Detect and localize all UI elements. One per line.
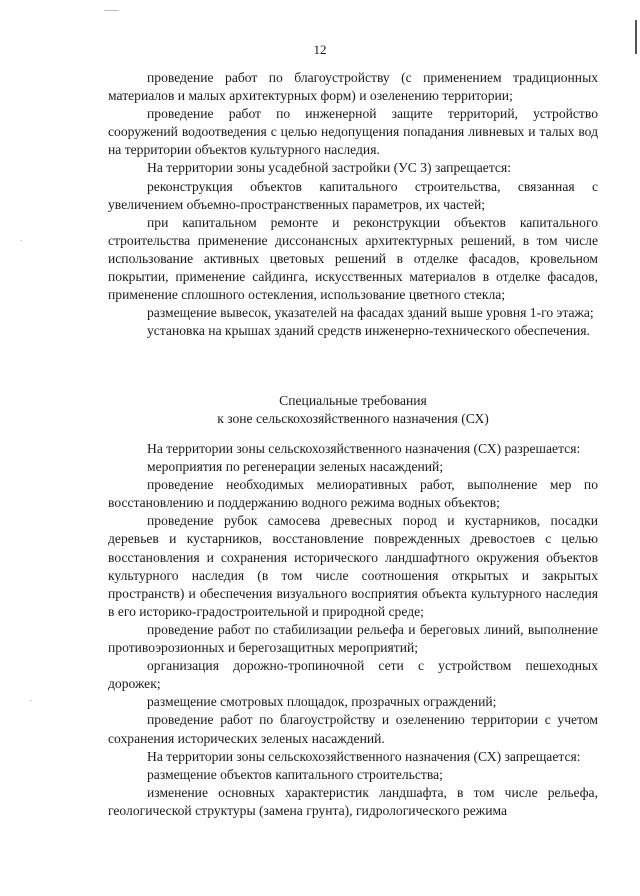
paragraph: проведение работ по инженерной защите территорий, устройство сооружений водоотведения с целью недопущения попадания ливневых и талых вод на территории объектов культурного наследия. bbox=[108, 106, 598, 158]
paragraph: На территории зоны сельскохозяйственного назначения (СХ) разрешается: bbox=[147, 441, 581, 456]
section-zone-us3 bbox=[108, 69, 598, 340]
heading-line: к зоне сельскохозяйственного назначения (СХ) bbox=[217, 411, 489, 427]
scan-speck bbox=[30, 700, 32, 701]
paragraph: при капитальном ремонте и реконструкции объектов капитального строительства применение диссонансных архитектурных решений, в том числе использование активных цветовых решений в отделке фасадов, кровельном покрытии, применение сайдинга, искусственных материалов в отделке фасадов, применение сплошного остекления, использование цветного стекла; bbox=[108, 214, 598, 303]
section-zone-sh bbox=[108, 440, 598, 820]
paragraph: размещение смотровых площадок, прозрачных ограждений; bbox=[147, 694, 497, 710]
paragraph: организация дорожно-тропиночной сети с устройством пешеходных дорожек; bbox=[108, 658, 598, 692]
paragraph: проведение рубок самосева древесных пород и кустарников, посадки деревьев и кустарников, восстановление поврежденных древостоев с целью восстановления и сохранения исторического ландшафтного окружения объектов культурного наследия (в том числе соотношения открытых и закрытых пространств) и обеспечения визуального восприятия объекта культурного наследия в его историко-градостроительной и природной среде; bbox=[108, 513, 598, 619]
paragraph: проведение работ по благоустройству (с применением традиционных материалов и малых архитектурных форм) и озеленению территории; bbox=[108, 70, 598, 104]
paragraph: размещение объектов капитального строительства; bbox=[147, 766, 443, 782]
paragraph: установка на крышах зданий средств инженерно-технического обеспечения. bbox=[147, 323, 590, 339]
page-number: 12 bbox=[313, 42, 327, 57]
paragraph: изменение основных характеристик ландшафта, в том числе рельефа, геологической структуры (замена грунта), гидрологического режима bbox=[108, 784, 598, 818]
paragraph: проведение работ по благоустройству и озеленению территории с учетом сохранения исторических зеленых насаждений. bbox=[108, 712, 598, 746]
paragraph: На территории зоны сельскохозяйственного назначения (СХ) запрещается: bbox=[147, 748, 581, 764]
paragraph: мероприятия по регенерации зеленых насаждений; bbox=[147, 459, 444, 475]
paragraph: проведение работ по стабилизации рельефа и береговых линий, выполнение противоэрозионных и берегозащитных мероприятий; bbox=[108, 621, 598, 656]
paragraph: реконструкция объектов капитального строительства, связанная с увеличением объемно-пространственных параметров, их частей; bbox=[108, 178, 598, 212]
paragraph: размещение вывесок, указателей на фасадах зданий выше уровня 1-го этажа; bbox=[147, 305, 594, 321]
scan-mark bbox=[104, 10, 118, 11]
scan-speck bbox=[20, 240, 22, 241]
heading-line: Специальные требования bbox=[279, 393, 427, 408]
paragraph: На территории зоны усадебной застройки (УС 3) запрещается: bbox=[147, 160, 511, 176]
section-heading bbox=[108, 392, 598, 428]
paragraph: проведение необходимых мелиоративных работ, выполнение мер по восстановлению и поддержанию водного режима водных объектов; bbox=[108, 477, 598, 511]
